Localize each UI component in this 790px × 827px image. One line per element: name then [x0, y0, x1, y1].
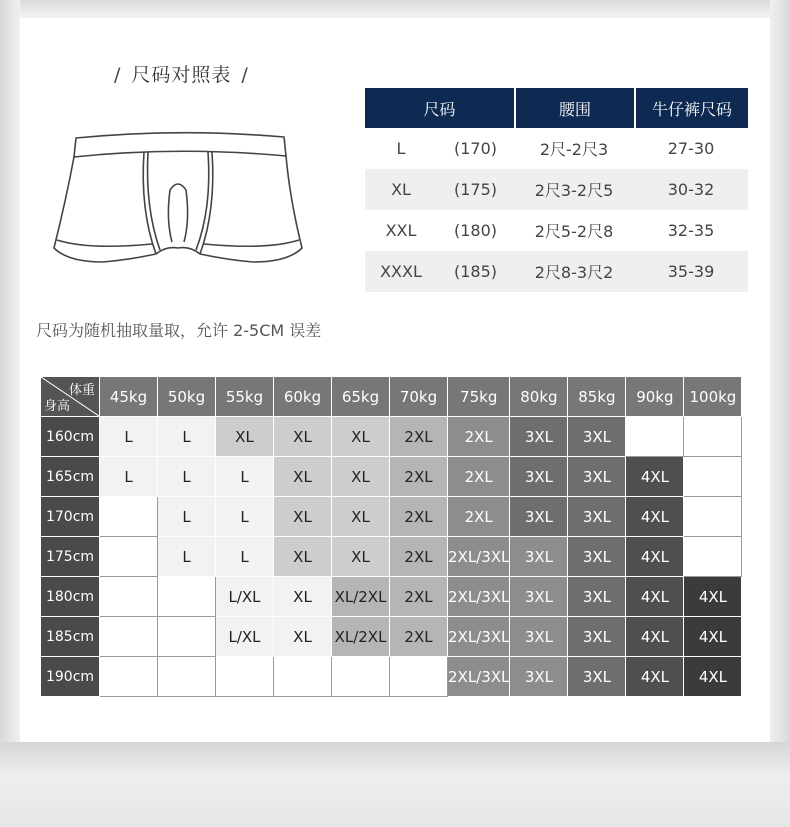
table-row [365, 128, 748, 169]
size-cell: XL [274, 497, 332, 537]
size-cell: L [100, 457, 158, 497]
size-cell: 2XL [448, 417, 510, 457]
size-cell: 4XL [626, 657, 684, 697]
size-cell: 3XL [510, 577, 568, 617]
height-header: 160cm [41, 417, 100, 457]
size-cell [100, 617, 158, 657]
size-cell: 4XL [626, 457, 684, 497]
header-size: 尺码 [365, 88, 514, 128]
size-cell: 3XL [568, 497, 626, 537]
size-cell: L [100, 417, 158, 457]
waist-cell: 2尺8-3尺2 [514, 251, 634, 292]
size-cell: 2XL [390, 577, 448, 617]
size-cell: 3XL [510, 457, 568, 497]
background-bottom [0, 742, 790, 827]
size-cell: 2XL [448, 497, 510, 537]
size-cell: XL/2XL [332, 577, 390, 617]
size-cell: XL [332, 417, 390, 457]
weight-header: 55kg [216, 377, 274, 417]
size-cell: L/XL [216, 617, 274, 657]
size-cell: L [216, 497, 274, 537]
size-cell: XXXL [365, 251, 437, 292]
size-cell: L [158, 457, 216, 497]
size-cell: 4XL [626, 537, 684, 577]
header-waist: 腰围 [514, 88, 634, 128]
height-cell: (180) [453, 221, 498, 240]
size-table-header [365, 88, 748, 128]
size-cell [274, 657, 332, 697]
size-cell [158, 657, 216, 697]
table-row [41, 497, 742, 537]
weight-header: 85kg [568, 377, 626, 417]
size-cell: 3XL [568, 457, 626, 497]
boxer-shorts-illustration [48, 130, 308, 285]
size-cell: 3XL [568, 537, 626, 577]
size-cell: XL [274, 417, 332, 457]
size-cell: L [216, 457, 274, 497]
size-cell [390, 657, 448, 697]
size-cell: XL [274, 457, 332, 497]
waist-cell: 2尺-2尺3 [539, 140, 609, 159]
height-header: 165cm [41, 457, 100, 497]
size-cell: L [158, 537, 216, 577]
weight-header: 50kg [158, 377, 216, 417]
height-cell: (185) [437, 251, 514, 292]
size-cell: 3XL [568, 657, 626, 697]
size-cell [684, 497, 742, 537]
size-cell: 4XL [684, 617, 742, 657]
size-cell: L/XL [216, 577, 274, 617]
title-text: 尺码对照表 [131, 64, 232, 86]
size-cell: 3XL [510, 417, 568, 457]
weight-header: 65kg [332, 377, 390, 417]
grid-corner [41, 377, 100, 417]
jeans-cell: 35-39 [634, 251, 748, 292]
size-cell: XL/2XL [332, 617, 390, 657]
size-cell: 3XL [568, 617, 626, 657]
size-cell [158, 617, 216, 657]
size-cell: XL [216, 417, 274, 457]
background-right [770, 0, 790, 827]
size-cell: L [158, 497, 216, 537]
weight-header: 100kg [684, 377, 742, 417]
page-title [104, 60, 259, 87]
size-cell: 2XL [390, 617, 448, 657]
height-header: 170cm [41, 497, 100, 537]
size-cell: 2XL [390, 537, 448, 577]
size-cell: XL [274, 537, 332, 577]
size-cell [684, 537, 742, 577]
title-decor-left: / [114, 64, 122, 86]
size-cell: L [158, 417, 216, 457]
size-cell: 2XL/3XL [448, 657, 510, 697]
size-cell: 2XL/3XL [448, 617, 510, 657]
weight-header: 60kg [274, 377, 332, 417]
size-cell: 4XL [626, 577, 684, 617]
weight-header: 90kg [626, 377, 684, 417]
weight-header: 75kg [448, 377, 510, 417]
corner-height-label: 身高 [44, 399, 71, 414]
size-cell [684, 457, 742, 497]
size-cell: 3XL [568, 577, 626, 617]
size-cell: 2XL [390, 417, 448, 457]
jeans-cell: 27-30 [667, 139, 715, 158]
height-cell: (170) [453, 139, 498, 158]
size-cell: XL [332, 457, 390, 497]
size-cell: 3XL [510, 537, 568, 577]
size-cell [684, 417, 742, 457]
size-cell [100, 497, 158, 537]
size-cell [158, 577, 216, 617]
size-cell [100, 577, 158, 617]
size-cell: 4XL [684, 577, 742, 617]
size-cell: 2XL [448, 457, 510, 497]
waist-cell: 2尺3-2尺5 [514, 169, 634, 210]
size-cell: 2XL [390, 457, 448, 497]
height-header: 185cm [41, 617, 100, 657]
weight-header: 45kg [100, 377, 158, 417]
table-row [41, 457, 742, 497]
size-cell [216, 657, 274, 697]
size-cell [100, 537, 158, 577]
table-row [41, 577, 742, 617]
size-cell: 3XL [510, 497, 568, 537]
height-cell: (175) [437, 169, 514, 210]
size-cell: XL [274, 617, 332, 657]
weight-header: 70kg [390, 377, 448, 417]
size-cell [332, 657, 390, 697]
size-cell: 2XL [390, 497, 448, 537]
table-row [365, 169, 748, 210]
size-cell: 2XL/3XL [448, 537, 510, 577]
size-cell: 2XL/3XL [448, 577, 510, 617]
size-cell [626, 417, 684, 457]
height-header: 190cm [41, 657, 100, 697]
size-cell: XL [274, 577, 332, 617]
corner-weight-label: 体重 [68, 383, 95, 398]
table-row [365, 251, 748, 292]
size-cell [100, 657, 158, 697]
size-cell: 4XL [626, 617, 684, 657]
size-table [365, 88, 748, 292]
jeans-cell: 30-32 [634, 169, 748, 210]
table-row [41, 657, 742, 697]
table-row [365, 210, 748, 251]
size-cell: XXL [385, 221, 417, 240]
measurement-note: 尺码为随机抽取量取，允许 2-5CM 误差 [36, 321, 322, 340]
size-cell: L [396, 139, 406, 158]
height-header: 180cm [41, 577, 100, 617]
height-weight-size-grid [40, 376, 742, 697]
grid-header-row [41, 377, 742, 417]
height-header: 175cm [41, 537, 100, 577]
jeans-cell: 32-35 [667, 221, 715, 240]
background-left [0, 0, 20, 827]
size-cell: 4XL [684, 657, 742, 697]
table-row [41, 417, 742, 457]
table-row [41, 617, 742, 657]
size-cell: L [216, 537, 274, 577]
title-decor-right: / [241, 64, 249, 86]
size-cell: 4XL [626, 497, 684, 537]
size-cell: 3XL [510, 617, 568, 657]
size-cell: 3XL [510, 657, 568, 697]
size-cell: XL [365, 169, 437, 210]
table-row [41, 537, 742, 577]
header-jeans: 牛仔裤尺码 [634, 88, 748, 128]
background-top [0, 0, 790, 18]
size-cell: XL [332, 537, 390, 577]
size-cell: XL [332, 497, 390, 537]
size-cell: 3XL [568, 417, 626, 457]
waist-cell: 2尺5-2尺8 [534, 222, 614, 241]
weight-header: 80kg [510, 377, 568, 417]
